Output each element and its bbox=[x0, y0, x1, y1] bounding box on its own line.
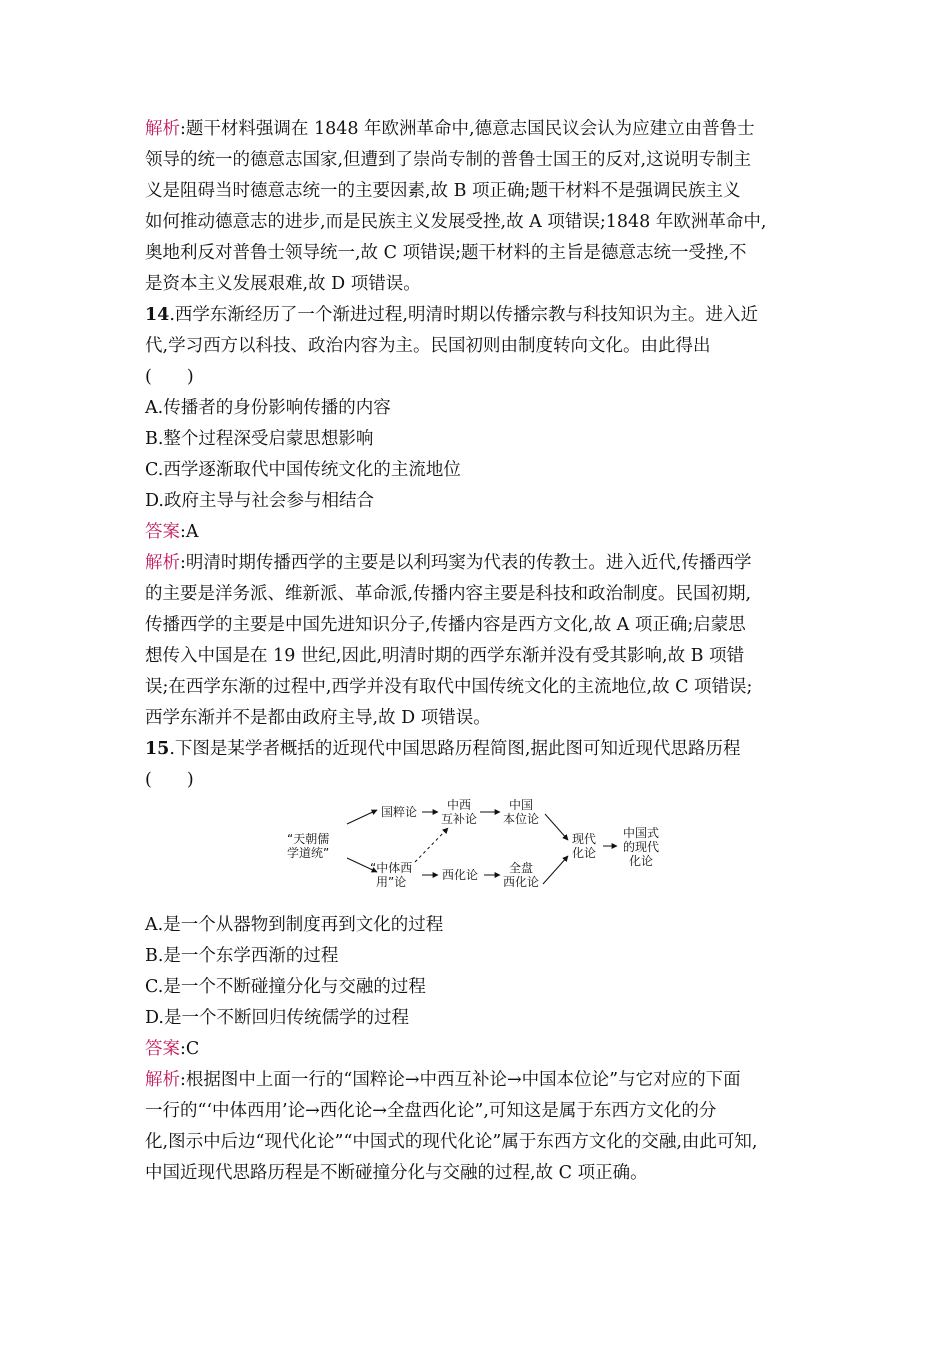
question-15 bbox=[145, 734, 810, 1189]
analysis-label: 解析 bbox=[145, 119, 180, 139]
node-zhongxi-hubu: 中西 互补论 bbox=[441, 798, 478, 826]
analysis-text: :根据图中上面一行的“国粹论→中西互补论→中国本位论”与它对应的下面 bbox=[180, 1070, 741, 1090]
answer-line bbox=[145, 517, 810, 548]
analysis-text: 传播西学的主要是中国先进知识分子,传播内容是西方文化,故 A 项正确;启蒙思 bbox=[145, 615, 746, 635]
analysis-text: 是资本主义发展艰难,故 D 项错误。 bbox=[145, 274, 421, 294]
option-d: D.政府主导与社会参与相结合 bbox=[145, 491, 374, 511]
analysis-text: 如何推动德意志的进步,而是民族主义发展受挫,故 A 项错误;1848 年欧洲革命中, bbox=[145, 212, 767, 232]
answer-value: :C bbox=[180, 1039, 200, 1059]
node-quanpan-xihua: 全盘 西化论 bbox=[503, 861, 540, 889]
analysis-text: 一行的“‘中体西用’论→西化论→全盘西化论”,可知这是属于东西方文化的分 bbox=[145, 1101, 717, 1121]
analysis-label: 解析 bbox=[145, 553, 180, 573]
answer-line bbox=[145, 1034, 810, 1065]
node-zhongguo-benwei: 中国 本位论 bbox=[503, 798, 540, 826]
node-zhongti-xiyong: “中体西 用”论 bbox=[370, 861, 413, 889]
arrow bbox=[543, 856, 568, 884]
diagram-arrows bbox=[145, 798, 810, 910]
option-b: B.是一个东学西渐的过程 bbox=[145, 946, 339, 966]
option-a: A.是一个从器物到制度再到文化的过程 bbox=[145, 915, 444, 935]
analysis-text: 误;在西学东渐的过程中,西学并没有取代中国传统文化的主流地位,故 C 项错误; bbox=[145, 677, 753, 697]
analysis-text: 的主要是洋务派、维新派、革命派,传播内容主要是科技和政治制度。民国初期, bbox=[145, 584, 752, 604]
question-number: 14 bbox=[145, 305, 170, 325]
analysis-text: :明清时期传播西学的主要是以利玛窦为代表的传教士。进入近代,传播西学 bbox=[180, 553, 752, 573]
node-xiandaihua: 现代 化论 bbox=[572, 832, 597, 860]
analysis-text: 领导的统一的德意志国家,但遭到了崇尚专制的普鲁士国王的反对,这说明专制主 bbox=[145, 150, 752, 170]
analysis-text: 想传入中国是在 19 世纪,因此,明清时期的西学东渐并没有受其影响,故 B 项错 bbox=[145, 646, 745, 666]
option-d: D.是一个不断回归传统儒学的过程 bbox=[145, 1008, 409, 1028]
option-c: C.西学逐渐取代中国传统文化的主流地位 bbox=[145, 460, 461, 480]
analysis-text: 义是阻碍当时德意志统一的主要因素,故 B 项正确;题干材料不是强调民族主义 bbox=[145, 181, 741, 201]
document-content bbox=[145, 114, 810, 1189]
option-b: B.整个过程深受启蒙思想影响 bbox=[145, 429, 374, 449]
question-number: 15 bbox=[145, 739, 170, 759]
node-xihua: 西化论 bbox=[442, 868, 479, 882]
analysis-text: :题干材料强调在 1848 年欧洲革命中,德意志国民议会认为应建立由普鲁士 bbox=[180, 119, 755, 139]
dashed-arrow bbox=[415, 828, 448, 862]
question-14 bbox=[145, 300, 810, 734]
analysis-text: 奥地利反对普鲁士领导统一,故 C 项错误;题干材料的主旨是德意志统一受挫,不 bbox=[145, 243, 747, 263]
option-a: A.传播者的身份影响传播的内容 bbox=[145, 398, 391, 418]
analysis-text: 中国近现代思路历程是不断碰撞分化与交融的过程,故 C 项正确。 bbox=[145, 1163, 648, 1183]
answer-label: 答案 bbox=[145, 522, 180, 542]
answer-value: :A bbox=[180, 522, 199, 542]
q13-analysis bbox=[145, 114, 810, 300]
analysis-text: 西学东渐并不是都由政府主导,故 D 项错误。 bbox=[145, 708, 491, 728]
analysis-text: 化,图示中后边“现代化论”“中国式的现代化论”属于东西方文化的交融,由此可知, bbox=[145, 1132, 758, 1152]
option-c: C.是一个不断碰撞分化与交融的过程 bbox=[145, 977, 426, 997]
analysis-label: 解析 bbox=[145, 1070, 180, 1090]
node-guocui: 国粹论 bbox=[381, 805, 418, 819]
question-stem: .下图是某学者概括的近现代中国思路历程简图,据此图可知近现代思路历程 bbox=[169, 739, 741, 759]
question-stem: .西学东渐经历了一个渐进过程,明清时期以传播宗教与科技知识为主。进入近 bbox=[169, 305, 758, 325]
node-zhongguoshi-xiandaihua: 中国式 的现代 化论 bbox=[623, 826, 660, 868]
arrow bbox=[347, 810, 377, 824]
answer-bracket: ( ) bbox=[145, 367, 194, 387]
arrow bbox=[545, 814, 568, 840]
node-tianchao-rudaotong: “天朝儒 学道统” bbox=[287, 832, 330, 860]
thought-history-diagram bbox=[145, 798, 810, 910]
question-stem: 代,学习西方以科技、政治内容为主。民国初则由制度转向文化。由此得出 bbox=[145, 336, 711, 356]
answer-label: 答案 bbox=[145, 1039, 180, 1059]
answer-bracket: ( ) bbox=[145, 770, 194, 790]
